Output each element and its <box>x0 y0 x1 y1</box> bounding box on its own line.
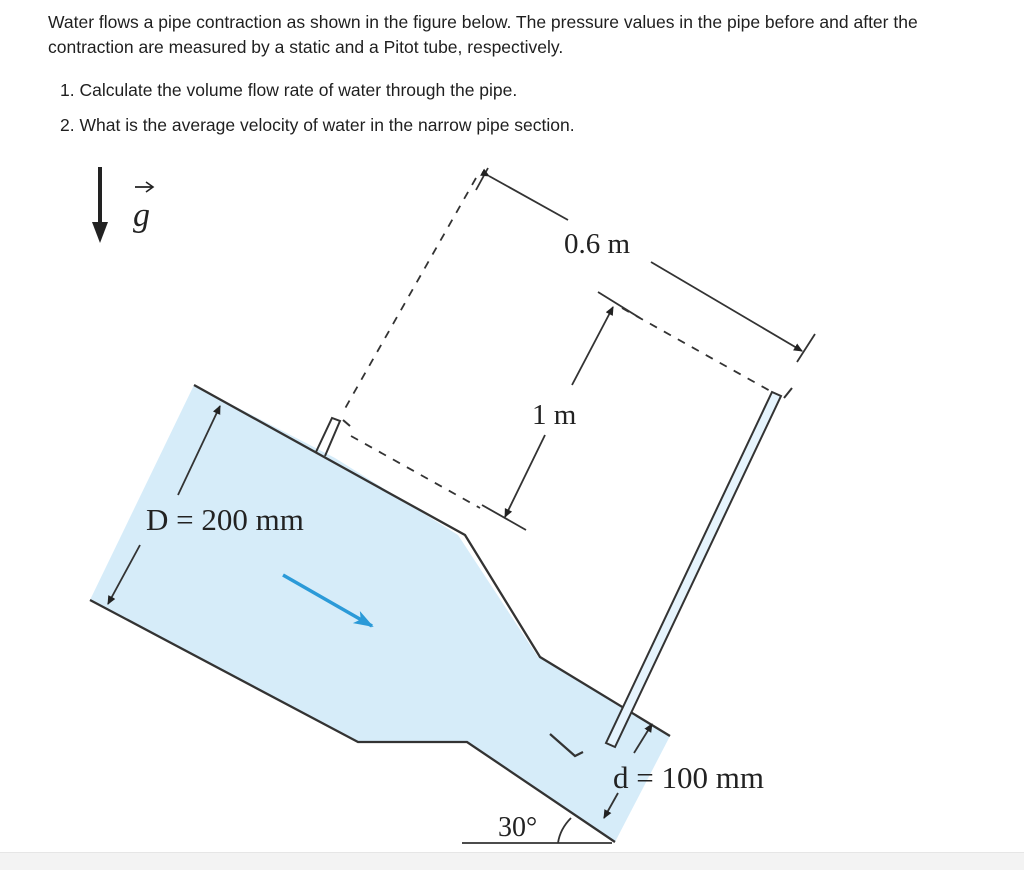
question-text: What is the average velocity of water in the narrow pipe section. <box>79 115 575 135</box>
height-difference-label: 1 m <box>532 399 577 431</box>
gravity-symbol: g <box>133 197 150 234</box>
question-list <box>60 78 575 148</box>
narrow-diameter-label: d = 100 mm <box>613 760 764 795</box>
tube-spacing-dimension <box>476 168 815 362</box>
question-item <box>60 78 575 103</box>
gravity-indicator <box>92 167 153 243</box>
question-number: 2. <box>60 115 75 135</box>
tube-spacing-label: 0.6 m <box>564 228 631 260</box>
pipe-contraction-figure <box>0 150 1024 850</box>
angle-label: 30° <box>498 812 538 843</box>
static-tube <box>316 418 350 456</box>
problem-intro: Water flows a pipe contraction as shown in the figure below. The pressure values in the pipe before and after the contraction are measured by a static and a Pitot tube, respectively. <box>48 12 918 57</box>
question-number: 1. <box>60 80 75 100</box>
reference-lines <box>343 178 772 508</box>
water-region <box>90 385 670 842</box>
question-text: Calculate the volume flow rate of water through the pipe. <box>79 80 518 100</box>
page-bottom-bar <box>0 852 1024 870</box>
question-item <box>60 113 575 138</box>
gravity-arrow-icon <box>92 222 108 243</box>
wide-diameter-label: D = 200 mm <box>146 502 304 537</box>
